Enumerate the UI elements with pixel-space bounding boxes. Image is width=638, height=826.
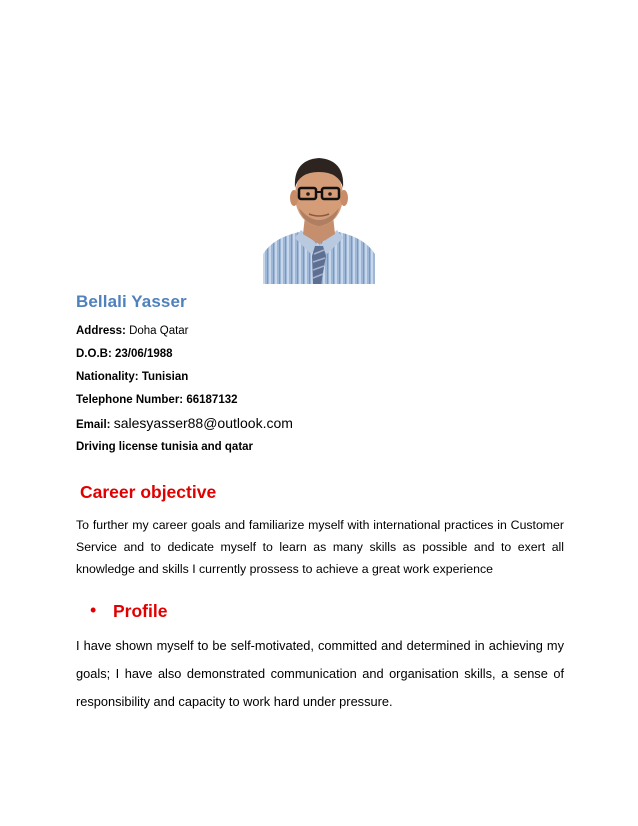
dob-line <box>76 348 173 360</box>
nationality-line <box>76 371 188 383</box>
address-label: Address: <box>76 325 126 337</box>
nationality-label: Nationality: <box>76 371 139 383</box>
profile-photo <box>263 146 375 284</box>
dob-value: 23/06/1988 <box>114 348 173 360</box>
address-line <box>76 325 189 337</box>
driving-license <box>76 441 253 453</box>
dob-label: D.O.B: <box>76 348 112 360</box>
email-line <box>76 415 293 431</box>
address-value: Doha Qatar <box>129 325 189 337</box>
driving-license-text: Driving license tunisia and qatar <box>76 441 254 453</box>
email-value[interactable]: salesyasser88@outlook.com <box>113 415 293 431</box>
career-objective-text: To further my career goals and familiarize myself with international practices in Customer Service and to dedicate myself to learn as many skills as possible and to exert all knowledge and skills I currently prossess to achieve a great work experience <box>76 518 564 576</box>
nationality-value: Tunisian <box>141 371 189 383</box>
profile-heading: Profile <box>113 601 168 621</box>
person-name: Bellali Yasser <box>76 292 187 311</box>
telephone-label: Telephone Number: <box>76 394 184 406</box>
telephone-line <box>76 394 238 406</box>
telephone-value: 66187132 <box>186 394 238 406</box>
profile-text: I have shown myself to be self-motivated, committed and determined in achieving my goals; I have also demonstrated communication and organisation skills, a sense of responsibility and capacity to work hard under pressure. <box>76 638 564 709</box>
profile-bullet: • <box>90 600 97 620</box>
career-objective-heading: Career objective <box>80 482 217 502</box>
email-label: Email: <box>76 419 111 431</box>
